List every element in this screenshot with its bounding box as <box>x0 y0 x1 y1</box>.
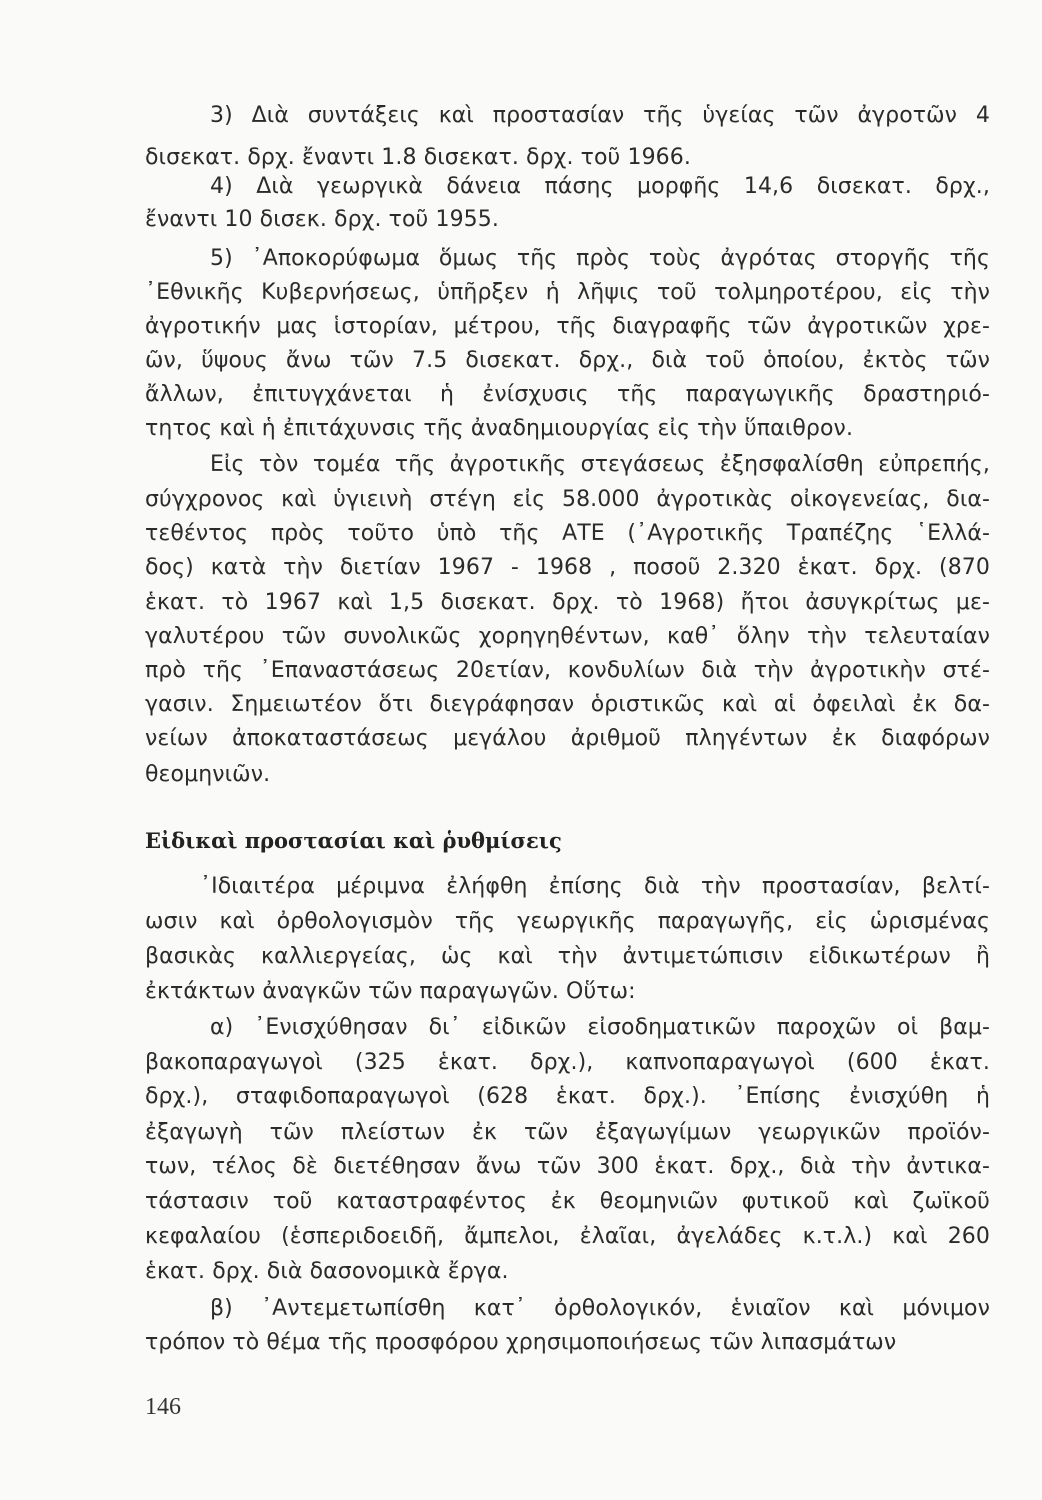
text-line: σύγχρονος καὶ ὑγιεινὴ στέγη εἰς 58.000 ἀγροτικὰς οἰκογενείας, δια- <box>145 487 990 512</box>
text-line: α) ᾿Ενισχύθησαν δι᾿ εἰδικῶν εἰσοδηματικῶν παροχῶν οἱ βαμ- <box>210 1015 990 1040</box>
text-line: γαλυτέρου τῶν συνολικῶς χορηγηθέντων, καθ᾿ ὅλην τὴν τελευταίαν <box>145 624 990 649</box>
text-line: ᾿Εθνικῆς Κυβερνήσεως, ὑπῆρξεν ἡ λῆψις τοῦ τολμηροτέρου, εἰς τὴν <box>145 280 990 305</box>
text-line: κεφαλαίου (ἑσπεριδοειδῆ, ἄμπελοι, ἐλαῖαι, ἀγελάδες κ.τ.λ.) καὶ 260 <box>145 1224 990 1249</box>
text-line: 4) Διὰ γεωργικὰ δάνεια πάσης μορφῆς 14,6 δισεκατ. δρχ., <box>210 174 990 199</box>
text-line: β) ᾿Αντεμετωπίσθη κατ᾿ ὀρθολογικόν, ἑνιαῖον καὶ μόνιμον <box>210 1296 990 1321</box>
text-line: ἄλλων, ἐπιτυγχάνεται ἡ ἐνίσχυσις τῆς παραγωγικῆς δραστηριό- <box>145 382 990 407</box>
text-line: ῶν, ὕψους ἄνω τῶν 7.5 δισεκατ. δρχ., διὰ τοῦ ὁποίου, ἐκτὸς τῶν <box>145 348 990 373</box>
page-number: 146 <box>145 1394 181 1420</box>
text-line: ἑκατ. δρχ. διὰ δασονομικὰ ἔργα. <box>145 1259 509 1284</box>
text-line: τεθέντος πρὸς τοῦτο ὑπὸ τῆς ΑΤΕ (᾿Αγροτικῆς Τραπέζης ῾Ελλά- <box>145 521 990 546</box>
text-line: γασιν. Σημειωτέον ὅτι διεγράφησαν ὁριστικῶς καὶ αἱ ὀφειλαὶ ἐκ δα- <box>145 692 990 717</box>
text-line: δρχ.), σταφιδοπαραγωγοὶ (628 ἑκατ. δρχ.). ᾿Επίσης ἐνισχύθη ἡ <box>145 1084 990 1109</box>
text-line: δος) κατὰ τὴν διετίαν 1967 - 1968 , ποσοῦ 2.320 ἑκατ. δρχ. (870 <box>145 555 990 580</box>
text-line: πρὸ τῆς ᾿Επαναστάσεως 20ετίαν, κονδυλίων διὰ τὴν ἀγροτικὴν στέ- <box>145 658 990 683</box>
text-line: των, τέλος δὲ διετέθησαν ἄνω τῶν 300 ἑκατ. δρχ., διὰ τὴν ἀντικα- <box>145 1154 990 1179</box>
text-line: τητος καὶ ἡ ἐπιτάχυνσις τῆς ἀναδημιουργίας εἰς τὴν ὕπαιθρον. <box>145 416 854 441</box>
text-line: ἑκατ. τὸ 1967 καὶ 1,5 δισεκατ. δρχ. τὸ 1968) ἤτοι ἀσυγκρίτως με- <box>145 590 990 615</box>
text-line: τρόπον τὸ θέμα τῆς προσφόρου χρησιμοποιήσεως τῶν λιπασμάτων <box>145 1330 897 1355</box>
text-line: ᾿Ιδιαιτέρα μέριμνα ἐλήφθη ἐπίσης διὰ τὴν προστασίαν, βελτί- <box>200 874 990 899</box>
text-line: ἐξαγωγὴ τῶν πλείστων ἐκ τῶν ἐξαγωγίμων γεωργικῶν προϊόν- <box>145 1120 990 1145</box>
text-line: ἀγροτικήν μας ἱστορίαν, μέτρου, τῆς διαγραφῆς τῶν ἀγροτικῶν χρε- <box>145 314 990 339</box>
text-line: βασικὰς καλλιεργείας, ὡς καὶ τὴν ἀντιμετώπισιν εἰδικωτέρων ἢ <box>145 944 990 969</box>
text-line: τάστασιν τοῦ καταστραφέντος ἐκ θεομηνιῶν φυτικοῦ καὶ ζωϊκοῦ <box>145 1189 990 1214</box>
text-line: δισεκατ. δρχ. ἔναντι 1.8 δισεκατ. δρχ. τοῦ 1966. <box>145 145 691 170</box>
text-line: νείων ἀποκαταστάσεως μεγάλου ἀριθμοῦ πληγέντων ἐκ διαφόρων <box>145 726 990 751</box>
section-heading: Εἰδικαὶ προστασίαι καὶ ῥυθμίσεις <box>145 828 562 853</box>
text-line: βακοπαραγωγοὶ (325 ἑκατ. δρχ.), καπνοπαραγωγοὶ (600 ἑκατ. <box>145 1050 990 1075</box>
text-line: ωσιν καὶ ὀρθολογισμὸν τῆς γεωργικῆς παραγωγῆς, εἰς ὡρισμένας <box>145 909 990 934</box>
text-line: θεομηνιῶν. <box>145 762 271 787</box>
text-line: ἔναντι 10 δισεκ. δρχ. τοῦ 1955. <box>145 207 499 232</box>
text-line: 5) ᾿Αποκορύφωμα ὅμως τῆς πρὸς τοὺς ἀγρότας στοργῆς τῆς <box>210 246 990 271</box>
text-line: Εἰς τὸν τομέα τῆς ἀγροτικῆς στεγάσεως ἐξησφαλίσθη εὐπρεπής, <box>210 452 990 477</box>
text-line: 3) Διὰ συντάξεις καὶ προστασίαν τῆς ὑγείας τῶν ἀγροτῶν 4 <box>210 103 990 128</box>
text-line: ἐκτάκτων ἀναγκῶν τῶν παραγωγῶν. Οὕτω: <box>145 979 636 1004</box>
